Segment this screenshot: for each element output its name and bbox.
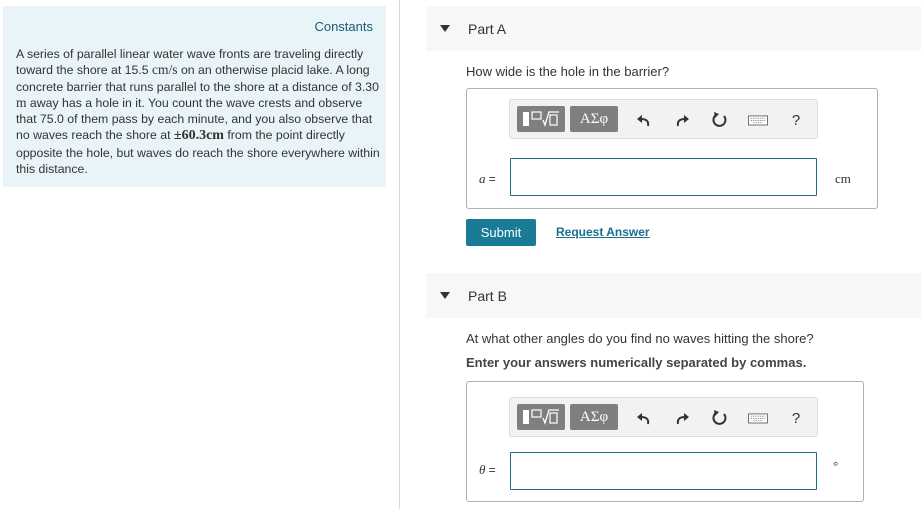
problem-text-part: on an otherwise placid lake. A long concrete barrier that runs parallel to the shore at a distance of 3.30 [16, 63, 379, 94]
null-distance: ±60.3cm [173, 128, 224, 144]
undo-icon[interactable] [634, 110, 654, 130]
submit-button[interactable]: Submit [466, 219, 536, 246]
part-a-answer-input[interactable] [510, 158, 817, 196]
part-b-header[interactable] [426, 273, 921, 318]
constants-link[interactable]: Constants [314, 19, 373, 34]
request-answer-link[interactable]: Request Answer [556, 225, 650, 239]
redo-icon[interactable] [672, 110, 692, 130]
symbols-button[interactable]: ΑΣφ [570, 106, 618, 132]
problem-text-part: away has a hole in it. You count the wave crests and observe that 75.0 of them pass by each minute, and you also observe that no waves reach the shore at [16, 95, 373, 143]
templates-button[interactable] [517, 106, 565, 132]
part-a-unit: cm [835, 171, 851, 186]
part-a-answer-box [466, 88, 878, 209]
part-b-answer-input[interactable] [510, 452, 817, 490]
reset-icon[interactable] [710, 408, 730, 428]
part-b-unit: ° [833, 458, 839, 473]
symbols-button[interactable]: ΑΣφ [570, 404, 618, 430]
math-toolbar [509, 99, 818, 139]
speed-unit: cm/s [152, 62, 178, 78]
undo-icon[interactable] [634, 408, 654, 428]
equals-sign: = [488, 463, 496, 477]
part-a-title: Part A [468, 21, 507, 37]
part-b-instruction: Enter your answers numerically separated by commas. [466, 355, 807, 370]
templates-button[interactable] [517, 404, 565, 430]
constants-panel [3, 6, 386, 187]
help-icon[interactable]: ? [791, 111, 801, 129]
keyboard-icon[interactable] [748, 110, 768, 130]
reset-icon[interactable] [710, 110, 730, 130]
redo-icon[interactable] [672, 408, 692, 428]
part-b-title: Part B [468, 288, 507, 304]
keyboard-icon[interactable] [748, 408, 768, 428]
variable-symbol: θ [479, 462, 486, 477]
problem-text-part: from the point directly opposite the hole, but waves do reach the shore everywhere within this distance. [16, 128, 380, 177]
part-a-header[interactable] [426, 6, 921, 51]
math-toolbar [509, 397, 818, 437]
variable-label [479, 171, 496, 187]
part-a-question: How wide is the hole in the barrier? [466, 64, 670, 79]
templates-icon [521, 407, 561, 427]
templates-icon [521, 109, 561, 129]
equals-sign: = [488, 172, 496, 186]
problem-text-part: A series of parallel linear water wave fronts are traveling directly toward the shore at 15.5 [16, 47, 364, 78]
help-icon[interactable]: ? [791, 409, 801, 427]
variable-label [479, 462, 496, 478]
collapse-caret-icon[interactable] [440, 292, 450, 299]
problem-statement [16, 46, 381, 177]
panel-divider [399, 0, 400, 509]
part-b-question: At what other angles do you find no waves hitting the shore? [466, 331, 814, 346]
collapse-caret-icon[interactable] [440, 25, 450, 32]
distance-unit: m [16, 94, 27, 110]
part-b-answer-box [466, 381, 864, 502]
variable-symbol: a [479, 171, 486, 186]
